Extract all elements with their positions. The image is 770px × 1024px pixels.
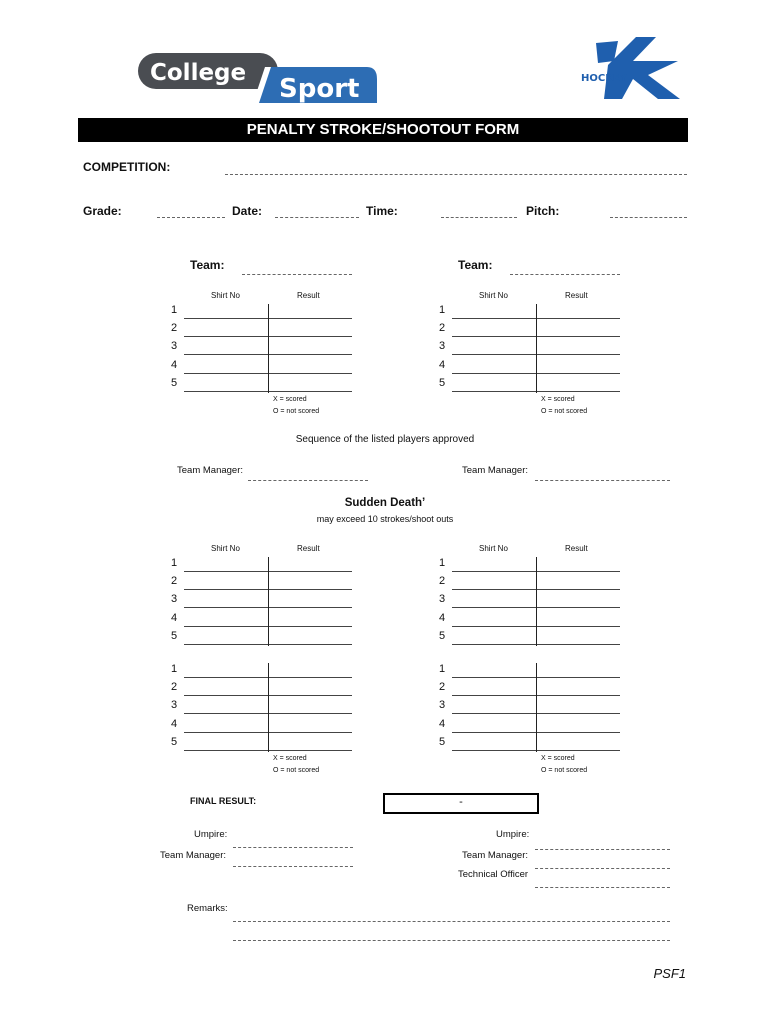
team-a-sudden-death-1-shirt-header: Shirt No [211, 544, 240, 553]
team-a-strokes-row-number: 1 [171, 304, 178, 316]
team-a-strokes-row-number: 3 [171, 340, 178, 353]
umpire-a-label: Umpire: [194, 829, 228, 840]
team-b-manager-label: Team Manager: [462, 465, 529, 476]
team-b-strokes-legend-scored: X = scored [541, 396, 575, 403]
remarks-line-1[interactable] [233, 921, 670, 922]
sequence-approved-text: Sequence of the listed players approved [295, 434, 475, 445]
team-b-sudden-death-2-row-number: 1 [439, 663, 446, 675]
team-a-strokes-legend-not-scored: O = not scored [273, 408, 320, 415]
final-result-value: - [459, 796, 463, 808]
team-b-strokes-row-number: 1 [439, 304, 446, 316]
team-a-sudden-death-1-row-number: 3 [171, 593, 178, 606]
final-result-label: FINAL RESULT: [190, 796, 257, 806]
team-b-strokes-row-number: 3 [439, 340, 446, 353]
sudden-death-subtitle: may exceed 10 strokes/shoot outs [316, 514, 454, 524]
time-label: Time: [366, 204, 398, 218]
team-a-sudden-death-1-result-header: Result [297, 544, 320, 553]
umpire-b-field[interactable] [535, 849, 670, 850]
team-a-strokes-divider [268, 304, 269, 393]
team-a-sudden-death-1-row-number: 1 [171, 557, 178, 569]
umpire-b-label: Umpire: [496, 829, 530, 840]
team-b-sudden-death-1-row-number: 3 [439, 593, 446, 606]
form-title: PENALTY STROKE/SHOOTOUT FORM [78, 118, 688, 142]
team-b-sudden-death-2-row-number: 5 [439, 735, 446, 748]
official-team-manager-b-label: Team Manager: [462, 850, 529, 861]
team-a-manager-label: Team Manager: [177, 465, 244, 476]
team-a-strokes-shirt-header: Shirt No [211, 291, 240, 300]
team-b-strokes-result-header: Result [565, 291, 588, 300]
remarks-line-2[interactable] [233, 940, 670, 941]
umpire-a-field[interactable] [233, 847, 353, 848]
sudden-death-title: Sudden Death’ [344, 497, 426, 509]
team-b-strokes-row-number: 5 [439, 376, 446, 389]
team-a-sudden-death-1-row-number: 2 [171, 575, 178, 588]
pitch-label: Pitch: [526, 204, 560, 218]
team-b-sudden-death-1-result-header: Result [565, 544, 588, 553]
team-b-strokes-legend-not-scored: O = not scored [541, 408, 588, 415]
team-b-sudden-death-1-divider [536, 557, 537, 646]
team-b-sudden-death-1-row-number: 5 [439, 629, 446, 642]
team-a-strokes-legend-scored: X = scored [273, 396, 307, 403]
team-a-strokes-row-number: 2 [171, 322, 178, 335]
team-b-manager-field[interactable] [535, 480, 670, 481]
team-b-strokes-row-number: 4 [439, 358, 446, 371]
team-b-sudden-death-1-row-number: 1 [439, 557, 446, 569]
logo-word-college: College [150, 60, 247, 86]
technical-officer-label: Technical Officer [458, 869, 529, 880]
team-a-strokes-result-header: Result [297, 291, 320, 300]
team-a-sudden-death-1-row-number: 4 [171, 611, 178, 624]
logo-word-hockey: HOCKEY [581, 73, 628, 84]
team-b-sudden-death-1-row-number: 4 [439, 611, 446, 624]
competition-label: COMPETITION: [83, 160, 171, 174]
grade-field[interactable] [157, 217, 225, 218]
team-b-sudden-death-2-row-number: 2 [439, 681, 446, 694]
team-a-manager-field[interactable] [248, 480, 368, 481]
logo-word-sport: Sport [279, 74, 360, 104]
form-code: PSF1 [653, 966, 686, 981]
technical-officer-field[interactable] [535, 887, 670, 888]
official-team-manager-a-field[interactable] [233, 866, 353, 867]
team-a-label: Team: [190, 258, 225, 272]
college-sport-logo [135, 45, 380, 107]
date-label: Date: [232, 204, 263, 218]
team-b-sudden-death-2-row-number: 3 [439, 699, 446, 712]
official-team-manager-b-field[interactable] [535, 868, 670, 869]
team-a-sudden-death-2-row-number: 3 [171, 699, 178, 712]
team-a-sudden-death-1-divider [268, 557, 269, 646]
team-a-sudden-death-2-row-number: 1 [171, 663, 178, 675]
team-b-label: Team: [458, 258, 493, 272]
team-b-field[interactable] [510, 274, 620, 275]
team-a-sudden-death-1-row-number: 5 [171, 629, 178, 642]
team-b-sudden-death-2-divider [536, 663, 537, 752]
remarks-label: Remarks: [187, 903, 228, 914]
pitch-field[interactable] [610, 217, 687, 218]
team-b-sudden-death-2-legend-not-scored: O = not scored [541, 767, 588, 774]
team-b-sudden-death-1-row-number: 2 [439, 575, 446, 588]
grade-label: Grade: [83, 204, 122, 218]
team-b-sudden-death-2-row-number: 4 [439, 717, 446, 730]
team-a-strokes-row-number: 4 [171, 358, 178, 371]
team-a-sudden-death-2-row-number: 5 [171, 735, 178, 748]
team-a-sudden-death-2-legend-scored: X = scored [273, 755, 307, 762]
team-a-sudden-death-2-divider [268, 663, 269, 752]
team-a-strokes-row-number: 5 [171, 376, 178, 389]
team-b-sudden-death-1-shirt-header: Shirt No [479, 544, 508, 553]
hockey-logo [578, 35, 683, 101]
final-result-box[interactable] [383, 793, 539, 814]
team-b-sudden-death-2-legend-scored: X = scored [541, 755, 575, 762]
team-a-sudden-death-2-row-number: 2 [171, 681, 178, 694]
team-a-field[interactable] [242, 274, 352, 275]
team-b-strokes-row-number: 2 [439, 322, 446, 335]
time-field[interactable] [441, 217, 517, 218]
competition-field[interactable] [225, 174, 687, 175]
team-a-sudden-death-2-legend-not-scored: O = not scored [273, 767, 320, 774]
team-b-strokes-shirt-header: Shirt No [479, 291, 508, 300]
team-a-sudden-death-2-row-number: 4 [171, 717, 178, 730]
team-b-strokes-divider [536, 304, 537, 393]
date-field[interactable] [275, 217, 359, 218]
official-team-manager-a-label: Team Manager: [160, 850, 227, 861]
